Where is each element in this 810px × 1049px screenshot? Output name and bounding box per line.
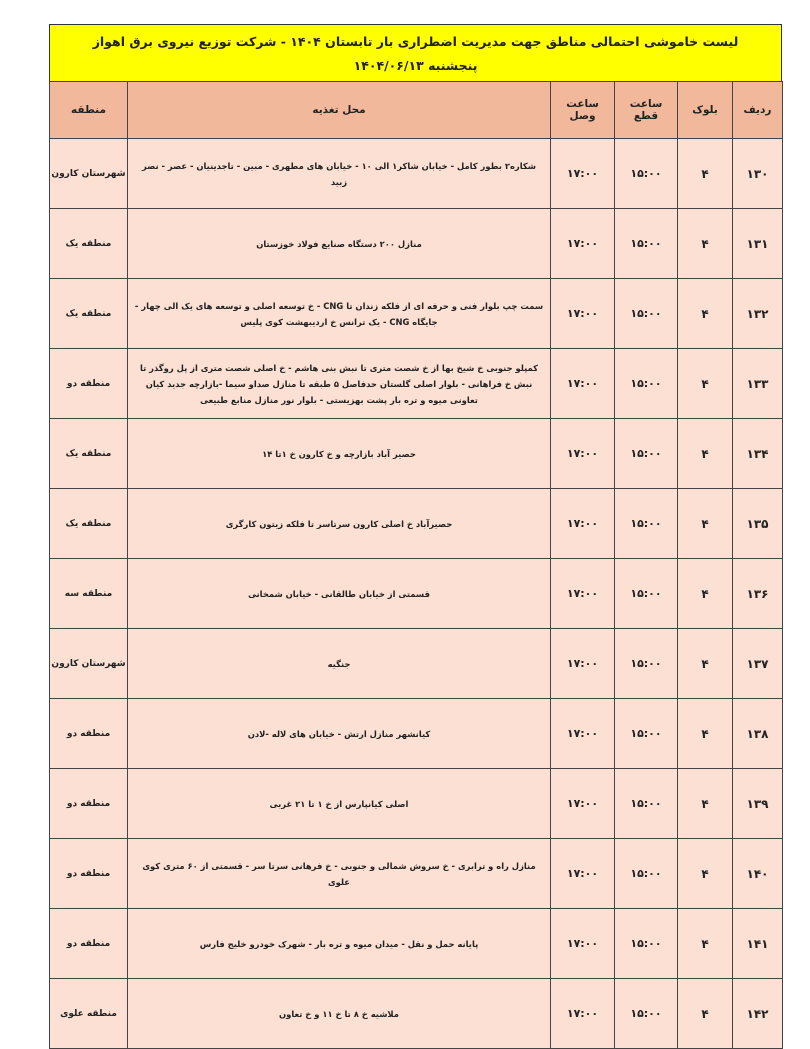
region-cell: منطقه دو	[50, 909, 128, 979]
row-number-cell: ۱۳۲	[733, 279, 783, 349]
table-row	[50, 699, 783, 769]
location-cell: سمت چپ بلوار فنی و حرفه ای از فلکه زندان تا CNG - خ توسعه اصلی و توسعه های یک الی چهار - جایگاه CNG - یک ترانس خ اردیبهشت کوی پلیس	[128, 279, 551, 349]
col-header-location: محل تغذیه	[128, 82, 551, 139]
location-cell: منازل راه و ترابری - خ سروش شمالی و جنوبی - خ فرهانی سرتا سر - قسمتی از ۶۰ متری کوی علوی	[128, 839, 551, 909]
region-cell: منطقه دو	[50, 769, 128, 839]
row-number-cell: ۱۳۶	[733, 559, 783, 629]
row-number-cell: ۱۳۱	[733, 209, 783, 279]
cut-time-cell: ۱۵:۰۰	[615, 979, 678, 1049]
location-cell: ملاشیه خ ۸ تا خ ۱۱ و خ تعاون	[128, 979, 551, 1049]
connect-time-cell: ۱۷:۰۰	[551, 209, 615, 279]
table-row	[50, 979, 783, 1049]
col-header-row: ردیف	[733, 82, 783, 139]
block-cell: ۴	[678, 489, 733, 559]
connect-time-cell: ۱۷:۰۰	[551, 349, 615, 419]
region-cell: شهرستان کارون	[50, 139, 128, 209]
location-cell: کمپلو جنوبی خ شیخ بها از خ شصت متری تا نبش بنی هاشم - خ اصلی شصت متری از پل روگذر تا نبش خ فراهانی - بلوار اصلی گلستان حدفاصل ۵ طبقه تا منازل صداو سیما -بازارچه جدید کیان تعاونی میوه و تره بار پشت بهزیستی - بلوار نور منازل منابع طبیعی	[128, 349, 551, 419]
row-number-cell: ۱۳۸	[733, 699, 783, 769]
location-cell: حصیرآباد خ اصلی کارون سرتاسر تا فلکه زیتون کارگری	[128, 489, 551, 559]
cut-time-cell: ۱۵:۰۰	[615, 139, 678, 209]
connect-time-cell: ۱۷:۰۰	[551, 769, 615, 839]
connect-time-cell: ۱۷:۰۰	[551, 909, 615, 979]
block-cell: ۴	[678, 629, 733, 699]
block-cell: ۴	[678, 349, 733, 419]
cut-time-cell: ۱۵:۰۰	[615, 769, 678, 839]
sheet-date: پنجشنبه ۱۴۰۴/۰۶/۱۳	[353, 58, 478, 73]
block-cell: ۴	[678, 279, 733, 349]
region-cell: منطقه دو	[50, 839, 128, 909]
table-row	[50, 209, 783, 279]
cut-time-cell: ۱۵:۰۰	[615, 279, 678, 349]
connect-time-cell: ۱۷:۰۰	[551, 419, 615, 489]
location-cell: اصلی کیانپارس از خ ۱ تا ۲۱ غربی	[128, 769, 551, 839]
block-cell: ۴	[678, 839, 733, 909]
cut-time-cell: ۱۵:۰۰	[615, 559, 678, 629]
row-number-cell: ۱۳۳	[733, 349, 783, 419]
location-cell: کیانشهر منازل ارتش - خیابان های لاله -لادن	[128, 699, 551, 769]
table-row	[50, 559, 783, 629]
block-cell: ۴	[678, 699, 733, 769]
row-number-cell: ۱۴۰	[733, 839, 783, 909]
cut-time-cell: ۱۵:۰۰	[615, 909, 678, 979]
col-header-region: منطقه	[50, 82, 128, 139]
region-cell: منطقه سه	[50, 559, 128, 629]
cut-time-cell: ۱۵:۰۰	[615, 629, 678, 699]
region-cell: منطقه دو	[50, 699, 128, 769]
region-cell: منطقه یک	[50, 419, 128, 489]
connect-time-cell: ۱۷:۰۰	[551, 979, 615, 1049]
col-header-cut: ساعت قطع	[615, 82, 678, 139]
row-number-cell: ۱۳۹	[733, 769, 783, 839]
block-cell: ۴	[678, 419, 733, 489]
row-number-cell: ۱۳۴	[733, 419, 783, 489]
location-cell: قسمتی از خیابان طالقانی - خیابان شمخانی	[128, 559, 551, 629]
table-row	[50, 629, 783, 699]
row-number-cell: ۱۴۱	[733, 909, 783, 979]
block-cell: ۴	[678, 979, 733, 1049]
cut-time-cell: ۱۵:۰۰	[615, 419, 678, 489]
table-row	[50, 489, 783, 559]
block-cell: ۴	[678, 559, 733, 629]
cut-time-cell: ۱۵:۰۰	[615, 489, 678, 559]
cut-time-cell: ۱۵:۰۰	[615, 349, 678, 419]
region-cell: منطقه یک	[50, 489, 128, 559]
connect-time-cell: ۱۷:۰۰	[551, 489, 615, 559]
region-cell: منطقه علوی	[50, 979, 128, 1049]
connect-time-cell: ۱۷:۰۰	[551, 139, 615, 209]
row-number-cell: ۱۳۷	[733, 629, 783, 699]
connect-time-cell: ۱۷:۰۰	[551, 839, 615, 909]
cut-time-cell: ۱۵:۰۰	[615, 699, 678, 769]
location-cell: منازل ۲۰۰ دستگاه صنایع فولاد خوزستان	[128, 209, 551, 279]
block-cell: ۴	[678, 139, 733, 209]
table-row	[50, 279, 783, 349]
row-number-cell: ۱۳۰	[733, 139, 783, 209]
cut-time-cell: ۱۵:۰۰	[615, 209, 678, 279]
cut-time-cell: ۱۵:۰۰	[615, 839, 678, 909]
block-cell: ۴	[678, 909, 733, 979]
location-cell: جنگیه	[128, 629, 551, 699]
sheet-title: لیست خاموشی احتمالی مناطق جهت مدیریت اضطراری بار تابستان ۱۴۰۴ - شرکت توزیع نیروی برق اهواز	[92, 34, 739, 49]
connect-time-cell: ۱۷:۰۰	[551, 629, 615, 699]
sheet-header	[49, 24, 782, 83]
region-cell: منطقه یک	[50, 279, 128, 349]
location-cell: پایانه حمل و نقل - میدان میوه و تره بار - شهرک خودرو خلیج فارس	[128, 909, 551, 979]
block-cell: ۴	[678, 209, 733, 279]
col-header-connect: ساعت وصل	[551, 82, 615, 139]
row-number-cell: ۱۳۵	[733, 489, 783, 559]
connect-time-cell: ۱۷:۰۰	[551, 279, 615, 349]
table-row	[50, 139, 783, 209]
connect-time-cell: ۱۷:۰۰	[551, 699, 615, 769]
table-row	[50, 839, 783, 909]
table-header-row	[50, 82, 783, 139]
region-cell: شهرستان کارون	[50, 629, 128, 699]
outage-table	[49, 81, 783, 1049]
table-row	[50, 769, 783, 839]
location-cell: حصیر آباد بازارچه و خ کارون خ ۱تا ۱۴	[128, 419, 551, 489]
row-number-cell: ۱۴۲	[733, 979, 783, 1049]
table-row	[50, 349, 783, 419]
region-cell: منطقه دو	[50, 349, 128, 419]
connect-time-cell: ۱۷:۰۰	[551, 559, 615, 629]
table-row	[50, 909, 783, 979]
block-cell: ۴	[678, 769, 733, 839]
location-cell: شکاره۲ بطور کامل - خیابان شاکر۱ الی ۱۰ - خیابان های مطهری - مبین - تاجدینیان - عصر - نصر زبید	[128, 139, 551, 209]
table-row	[50, 419, 783, 489]
region-cell: منطقه یک	[50, 209, 128, 279]
col-header-block: بلوک	[678, 82, 733, 139]
outage-sheet	[49, 24, 782, 1034]
